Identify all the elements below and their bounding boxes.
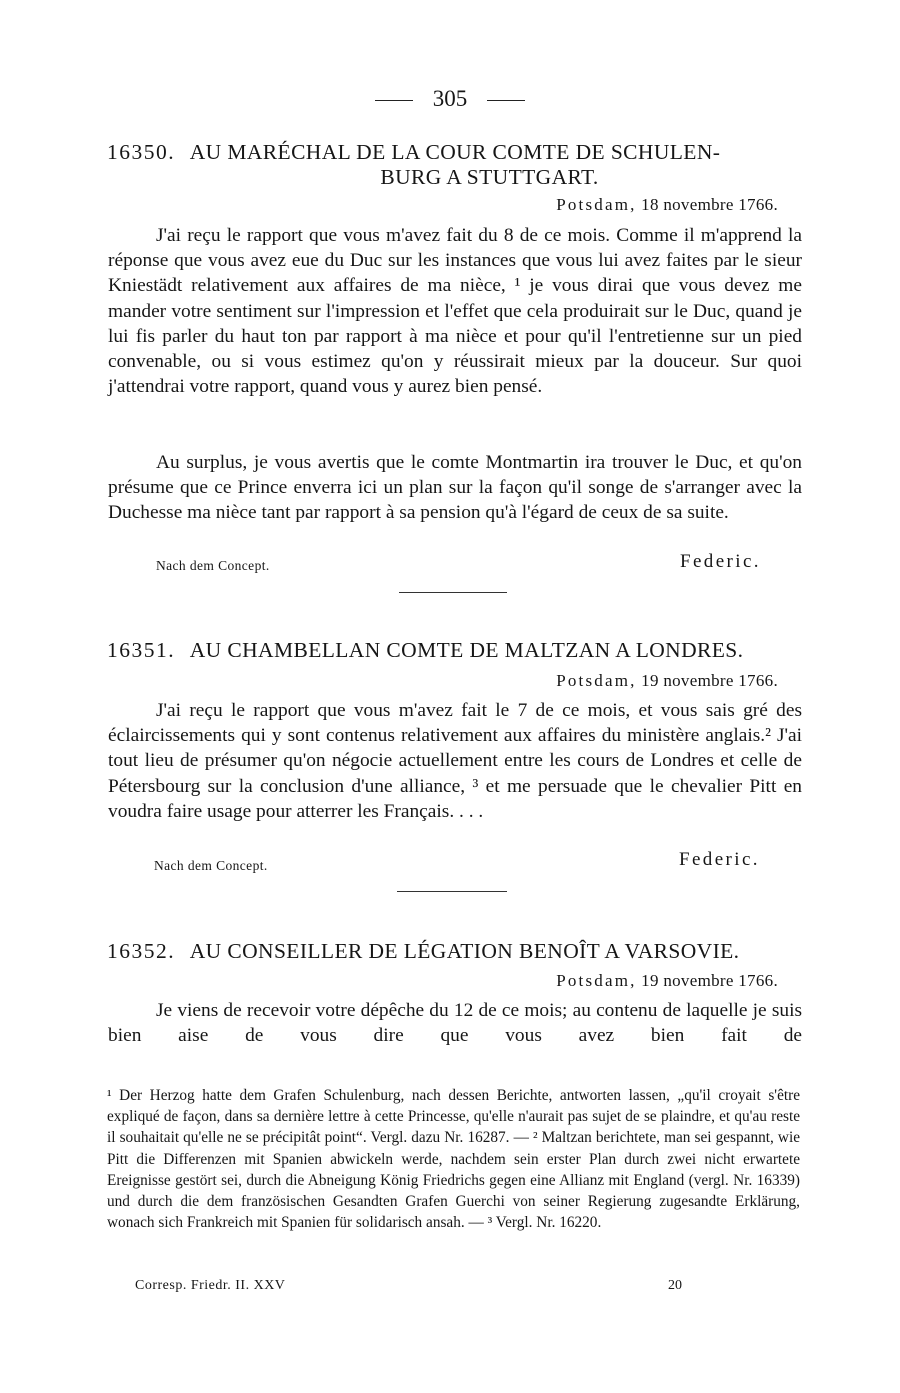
letter-1-paragraph-1: J'ai reçu le rapport que vous m'avez fait du 8 de ce mois. Comme il m'apprend la réponse que vous avez eue du Duc sur les instances que vous lui avez faites par le sieur Kniestädt relativement aux affaires de ma nièce, ¹ je vous dirai que vous devez me mander votre sentiment sur l'impression et l'effet que cela produirait sur le Duc, quand je lui fis parler du haut ton par rapport à ma nièce et pour qu'il l'entretienne sur un pied convenable, ou si vous estimez qu'on y réussirait mieux par la douceur. Sur quoi j'attendrai votre rapport, quand vous y aurez bien pensé. [108,225,802,398]
letter-2-dateline [556,671,778,691]
letter-2-date: 19 novembre 1766. [641,671,778,690]
header-dash-right [487,100,525,101]
letter-1-paragraph-2: Au surplus, je vous avertis que le comte Montmartin ira trouver le Duc, et qu'on présume que ce Prince enverra ici un plan sur la façon qu'il songe de s'arranger avec la Duchesse ma nièce tant par rapport à sa pension qu'à l'égard de ceux de sa suite. [108,452,802,524]
letter-2-title-line1: AU CHAMBELLAN COMTE DE MALTZAN A LONDRES. [189,638,744,662]
letter-1-signature: Federic. [680,551,761,572]
letter-2-source: Nach dem Concept. [154,858,268,873]
letter-2-paragraph-1: J'ai reçu le rapport que vous m'avez fait le 7 de ce mois, et vous sais gré des éclaircissements qui y sont contenus relativement aux affaires du ministère anglais.² J'ai tout lieu de présumer qu'on négocie actuellement entre les cours de Londres et celle de Pétersbourg sur la conclusion d'une alliance, ³ et me persuade que le chevalier Pitt en voudra faire usage pour atterrer les Français. . . . [108,700,802,822]
letter-2-number: 16351. [107,638,176,662]
letter-2-signature: Federic. [679,849,760,870]
letter-3-number: 16352. [107,939,176,963]
letter-2-place: Potsdam, [556,671,637,690]
letter-3-place: Potsdam, [556,971,637,990]
footer-collection: Corresp. Friedr. II. XXV [135,1278,286,1293]
separator-rule-2 [397,891,507,892]
separator-rule-1 [399,592,507,593]
letter-3-title [107,939,802,964]
letter-1-dateline [556,195,778,215]
header-dash-left [375,100,413,101]
page-header [0,86,900,112]
letter-3-date: 19 novembre 1766. [641,971,778,990]
letter-1-date: 18 novembre 1766. [641,195,778,214]
letter-1-title-line1: AU MARÉCHAL DE LA COUR COMTE DE SCHULEN- [189,140,721,164]
letter-1-title-line2: BURG A STUTTGART. [380,165,599,189]
letter-3-dateline [556,971,778,991]
letter-1-title [107,140,802,190]
footer-signature-mark: 20 [668,1278,682,1293]
letter-1-source: Nach dem Concept. [156,558,270,573]
letter-1-number: 16350. [107,140,176,164]
letter-3-title-line1: AU CONSEILLER DE LÉGATION BENOÎT A VARSOVIE. [189,939,740,963]
letter-2-title [107,638,802,663]
letter-1-place: Potsdam, [556,195,637,214]
letter-3-paragraph-1: Je viens de recevoir votre dépêche du 12 de ce mois; au contenu de laquelle je suis bien aise de vous dire que vous avez bien fait de [108,1000,802,1047]
footnotes: ¹ Der Herzog hatte dem Grafen Schulenburg, nach dessen Berichte, antworten lassen, „qu'il croyait s'être expliqué de façon, dans sa dernière lettre à cette Princesse, qu'elle n'aurait pas sujet de se plaindre, et qu'au reste il souhaitait qu'elle ne se précipitât point“. Vergl. dazu Nr. 16287. — ² Maltzan berichtete, man sei gespannt, wie Pitt die Differenzen mit Spanien abwickeln werde, nachdem sein erster Plan durch zwei nicht erwartete Ereignisse gestört sei, durch die Abneigung König Friedrichs gegen eine Allianz mit England (vergl. Nr. 16339) und durch die dem französischen Gesandten Grafen Guerchi von seiner Regierung zugesandte Erklärung, wonach sich Frankreich mit Spanien für solidarisch ansah. — ³ Vergl. Nr. 16220. [107,1087,800,1232]
page-number: 305 [432,86,468,111]
